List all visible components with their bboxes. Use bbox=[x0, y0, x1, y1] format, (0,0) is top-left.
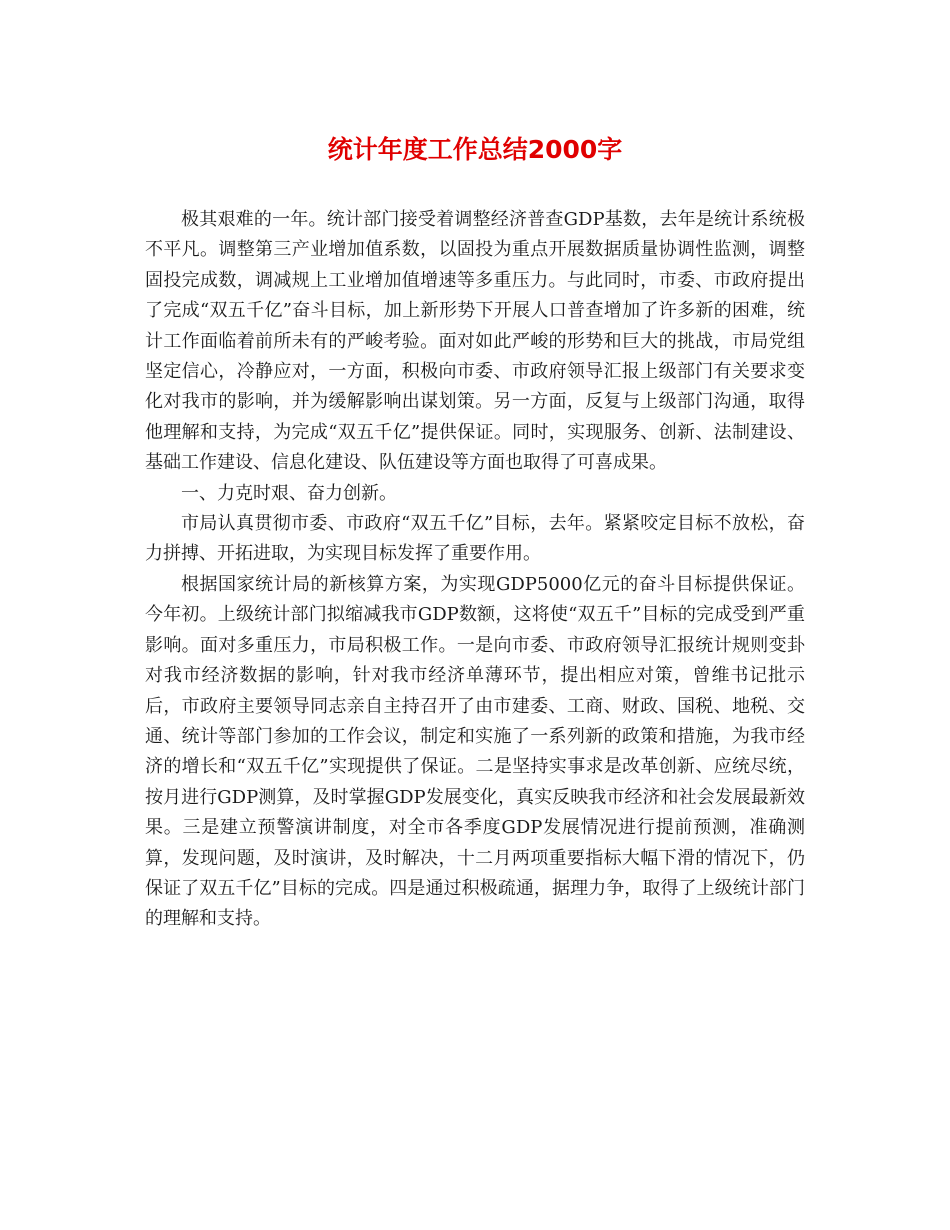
section-heading-1: 一、力克时艰、奋力创新。 bbox=[181, 482, 397, 504]
paragraph-section-1-summary: 市局认真贯彻市委、市政府“双五千亿”目标，去年。紧紧咬定目标不放松，奋力拼搏、开拓进取，为实现目标发挥了重要作用。 bbox=[145, 513, 805, 565]
document-body bbox=[145, 205, 805, 935]
document-title: 统计年度工作总结2000字 bbox=[327, 135, 623, 164]
paragraph-intro: 极其艰难的一年。统计部门接受着调整经济普查GDP基数，去年是统计系统极不平凡。调整第三产业增加值系数，以固投为重点开展数据质量协调性监测，调整固投完成数，调减规上工业增加值增速等多重压力。与此同时，市委、市政府提出了完成“双五千亿”奋斗目标，加上新形势下开展人口普查增加了许多新的困难，统计工作面临着前所未有的严峻考验。面对如此严峻的形势和巨大的挑战，市局党组坚定信心，冷静应对，一方面，积极向市委、市政府领导汇报上级部门有关要求变化对我市的影响，并为缓解影响出谋划策。另一方面，反复与上级部门沟通，取得他理解和支持，为完成“双五千亿”提供保证。同时，实现服务、创新、法制建设、基础工作建设、信息化建设、队伍建设等方面也取得了可喜成果。 bbox=[145, 209, 805, 474]
paragraph-gdp-measures: 根据国家统计局的新核算方案，为实现GDP5000亿元的奋斗目标提供保证。今年初。上级统计部门拟缩减我市GDP数额，这将使“双五千”目标的完成受到严重影响。面对多重压力，市局积极工作。一是向市委、市政府领导汇报统计规则变卦对我市经济数据的影响，针对我市经济单薄环节，提出相应对策，曾维书记批示后，市政府主要领导同志亲自主持召开了由市建委、工商、财政、国税、地税、交通、统计等部门参加的工作会议，制定和实施了一系列新的政策和措施，为我市经济的增长和“双五千亿”实现提供了保证。二是坚持实事求是改革创新、应统尽统，按月进行GDP测算，及时掌握GDP发展变化，真实反映我市经济和社会发展最新效果。三是建立预警演讲制度，对全市各季度GDP发展情况进行提前预测，准确测算，发现问题，及时演讲，及时解决，十二月两项重要指标大幅下滑的情况下，仍保证了双五千亿”目标的完成。四是通过积极疏通，据理力争，取得了上级统计部门的理解和支持。 bbox=[145, 573, 805, 930]
